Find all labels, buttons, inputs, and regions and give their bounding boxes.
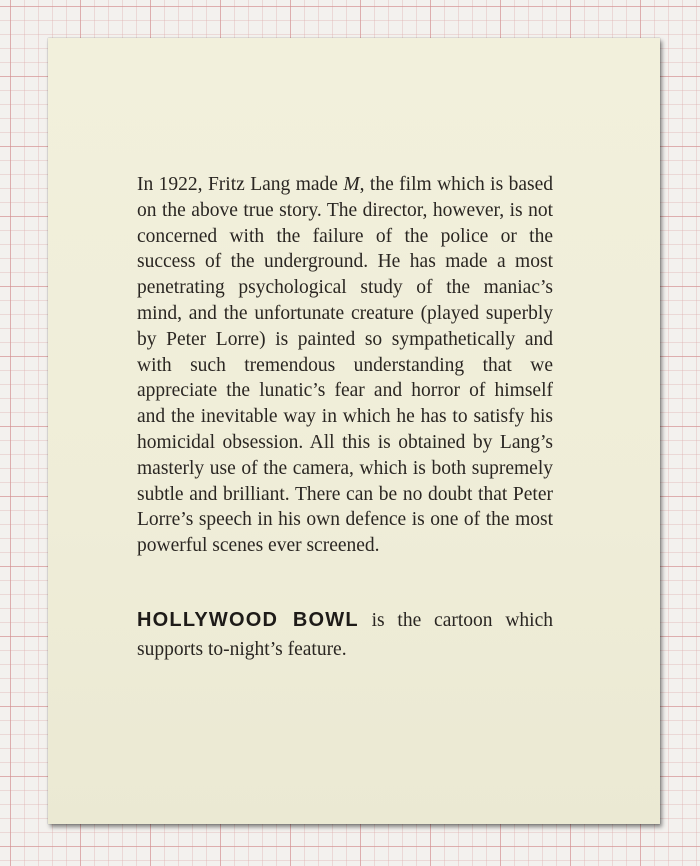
supporting-text: is the cartoon which supports to-night’s feature.	[137, 610, 553, 660]
description-body: , the film which is based on the above true story. The director, however, is not concerned with the failure of the police or the success of the underground. He has made a most penetrating psychological study of the maniac’s mind, and the unfortunate creature (played superbly by Peter Lorre) is painted so sympathetically and with such tremendous understanding that we appreciate the lunatic’s fear and horror of himself and the inevitable way in which he has to satisfy his homicidal obsession. All this is obtained by Lang’s masterly use of the camera, which is both supremely subtle and brilliant. There can be no doubt that Peter Lorre’s speech in his own defence is one of the most powerful scenes ever screened.	[137, 174, 553, 557]
description-intro: In 1922, Fritz Lang made	[137, 174, 344, 195]
supporting-feature-note	[137, 606, 553, 664]
cartoon-title: HOLLYWOOD BOWL	[137, 609, 359, 631]
film-description	[137, 172, 553, 559]
film-title: M	[343, 174, 360, 195]
